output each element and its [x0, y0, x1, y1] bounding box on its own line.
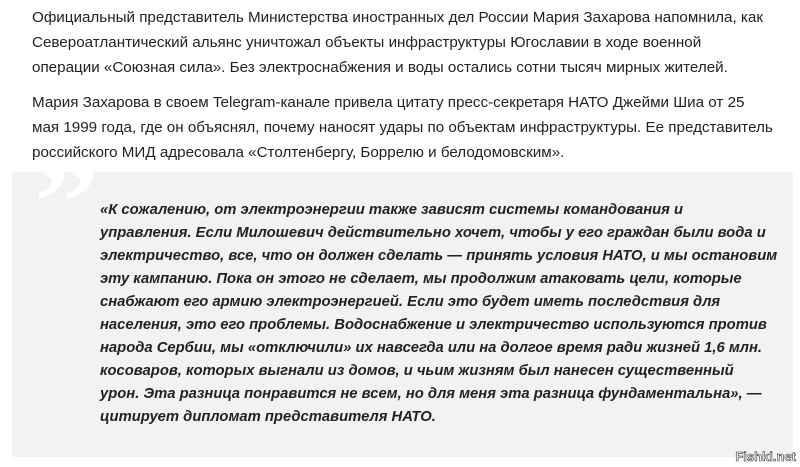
quote-line: косоваров, которых выгнали из домов, и чьим жизням был нанесен существенный [100, 363, 734, 379]
quote-line: электричество, все, что он должен сделать — принять условия НАТО, и мы остановим [100, 248, 778, 264]
quote-line: народа Сербии, мы «отключили» их навсегда или на долгое время ради жизней 1,6 млн. [100, 340, 763, 356]
quote-line: цитирует дипломат представителя НАТО. [100, 409, 436, 425]
quote-line: населения, это его проблемы. Водоснабжение и электричество используются против [100, 317, 767, 333]
quote-line: «К сожалению, от электроэнергии также зависят системы командования и [100, 202, 684, 218]
quote-line: управления. Если Милошевич действительно хочет, чтобы у его граждан были вода и [100, 225, 766, 241]
quote-text [100, 199, 777, 429]
text-line: Мария Захарова в своем Telegram-канале привела цитату пресс-секретаря НАТО Джейми Шиа от 25 [32, 94, 745, 111]
quote-line: урон. Эта разница понравится не всем, но для меня эта разница фундаментальна», — [100, 386, 762, 402]
paragraph-1 [32, 5, 763, 80]
quote-line: эту кампанию. Пока он этого не сделает, мы продолжим атаковать цели, которые [100, 271, 742, 287]
text-line: российского МИД адресовала «Столтенбергу, Боррелю и белодомовским». [32, 144, 565, 161]
watermark: Fishki.net [735, 449, 796, 464]
quote-line: снабжают его армию электроэнергией. Если это будет иметь последствия для [100, 294, 721, 310]
quote-mark-icon: ” [34, 131, 99, 275]
text-line: мая 1999 года, где он объяснял, почему наносят удары по объектам инфраструктуры. Ее представитель [32, 119, 773, 136]
text-line: Официальный представитель Министерства иностранных дел России Мария Захарова напомнила, как [32, 9, 763, 26]
paragraph-2 [32, 90, 773, 165]
text-line: операции «Союзная сила». Без электроснабжения и воды остались сотни тысяч мирных жителей. [32, 59, 728, 76]
text-line: Североатлантический альянс уничтожал объекты инфраструктуры Югославии в ходе военной [32, 34, 702, 51]
